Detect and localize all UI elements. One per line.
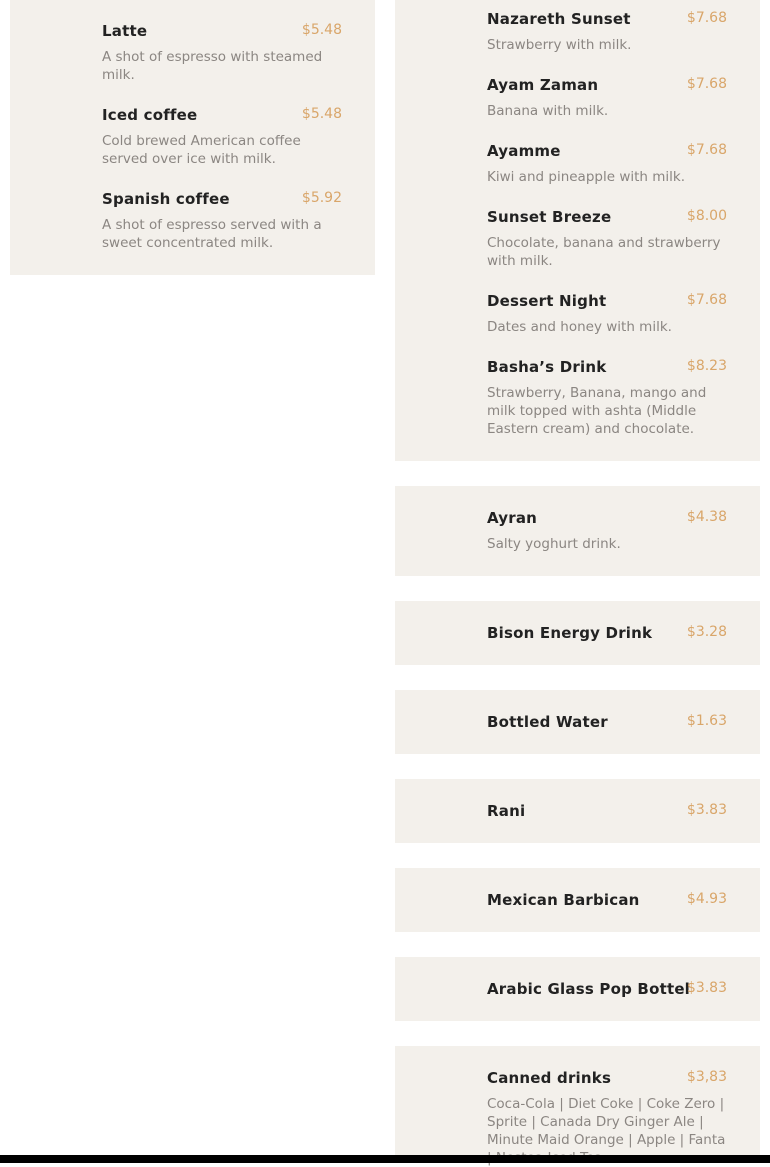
item-name: Spanish coffee bbox=[102, 190, 230, 208]
item-name: Canned drinks bbox=[487, 1069, 612, 1087]
item-price: $5.48 bbox=[301, 106, 342, 122]
item-description: Strawberry, Banana, mango and milk topped with ashta (Middle Eastern cream) and chocolate. bbox=[487, 385, 707, 437]
item-name: Ayam Zaman bbox=[487, 76, 599, 94]
menu-card-bison bbox=[395, 601, 760, 665]
item-price: $3.28 bbox=[686, 624, 727, 640]
item-name: Mexican Barbican bbox=[487, 891, 640, 909]
item-price: $3,83 bbox=[686, 1069, 727, 1085]
item-name: Latte bbox=[102, 22, 148, 40]
item-name: Bottled Water bbox=[487, 713, 608, 731]
menu-card-rani bbox=[395, 779, 760, 843]
menu-card-arabic-pop bbox=[395, 957, 760, 1021]
item-description: Kiwi and pineapple with milk. bbox=[487, 169, 686, 185]
item-name: Bison Energy Drink bbox=[487, 624, 653, 642]
item-description: Salty yoghurt drink. bbox=[487, 536, 621, 552]
item-price: $1.63 bbox=[686, 713, 727, 729]
item-name: Nazareth Sunset bbox=[487, 10, 631, 28]
item-price: $4.38 bbox=[686, 509, 727, 525]
menu-card-barbican bbox=[395, 868, 760, 932]
item-price: $5.92 bbox=[301, 190, 342, 206]
item-price: $4.93 bbox=[686, 891, 727, 907]
item-price: $7.68 bbox=[686, 10, 727, 26]
item-description: Cold brewed American coffee served over ice with milk. bbox=[102, 133, 301, 167]
menu-card-canned bbox=[395, 1046, 760, 1163]
item-price: $8.00 bbox=[686, 208, 727, 224]
item-description: A shot of espresso with steamed milk. bbox=[102, 49, 323, 83]
item-name: Arabic Glass Pop Bottel bbox=[487, 980, 691, 998]
item-name: Sunset Breeze bbox=[487, 208, 612, 226]
item-name: Dessert Night bbox=[487, 292, 607, 310]
item-name: Rani bbox=[487, 802, 526, 820]
item-description: A shot of espresso served with a sweet concentrated milk. bbox=[102, 217, 322, 251]
item-price: $3.83 bbox=[686, 980, 727, 996]
bottom-edge-bar bbox=[0, 1155, 770, 1163]
item-price: $5.48 bbox=[301, 22, 342, 38]
menu-card-water bbox=[395, 690, 760, 754]
item-description: Strawberry with milk. bbox=[487, 37, 632, 53]
menu-card-milkshakes bbox=[395, 0, 760, 461]
item-price: $7.68 bbox=[686, 292, 727, 308]
item-name: Basha’s Drink bbox=[487, 358, 607, 376]
item-description: Chocolate, banana and strawberry with milk. bbox=[487, 235, 721, 269]
item-description: Coca-Cola | Diet Coke | Coke Zero | Sprite | Canada Dry Ginger Ale | Minute Maid Orange | Apple | Fanta bbox=[487, 1096, 726, 1148]
menu-card-coffee bbox=[10, 0, 375, 275]
item-price: $3.83 bbox=[686, 802, 727, 818]
item-description: Dates and honey with milk. bbox=[487, 319, 672, 335]
item-name: Ayamme bbox=[487, 142, 561, 160]
item-name: Ayran bbox=[487, 509, 538, 527]
item-description: Banana with milk. bbox=[487, 103, 609, 119]
item-price: $7.68 bbox=[686, 76, 727, 92]
item-price: $8.23 bbox=[686, 358, 727, 374]
item-name: Iced coffee bbox=[102, 106, 198, 124]
item-price: $7.68 bbox=[686, 142, 727, 158]
menu-card-ayran bbox=[395, 486, 760, 576]
